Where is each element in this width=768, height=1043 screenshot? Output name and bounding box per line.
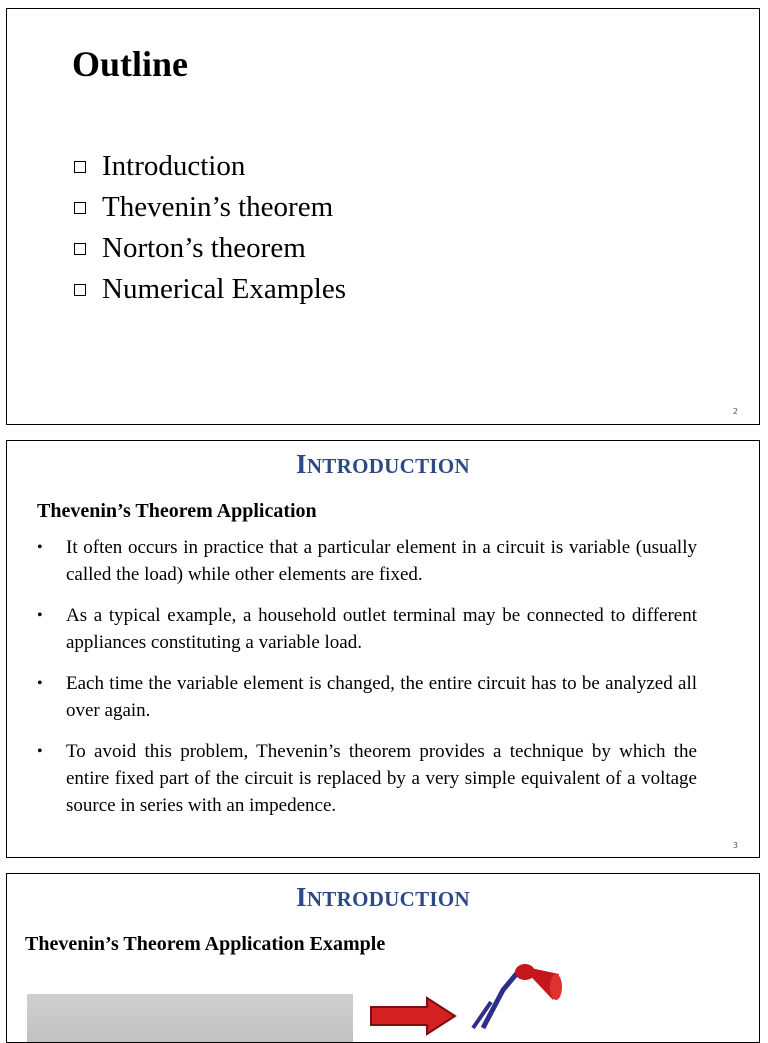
section-title: INTRODUCTION <box>296 449 470 479</box>
checkbox-icon <box>74 202 86 214</box>
right-arrow-icon <box>369 996 459 1036</box>
outline-item: Thevenin’s theorem <box>74 187 346 228</box>
bullet-list <box>37 534 697 833</box>
bullet-icon: • <box>37 743 43 760</box>
desk-lamp-icon <box>463 960 573 1030</box>
slide-subtitle: Thevenin’s Theorem Application <box>37 500 317 522</box>
page-number: 3 <box>732 841 738 850</box>
checkbox-icon <box>74 284 86 296</box>
outline-item: Numerical Examples <box>74 269 346 310</box>
household-photo <box>27 994 353 1043</box>
bullet-item: • Each time the variable element is changed, the entire circuit has to be analyzed all over again. <box>37 670 697 724</box>
slide-title: Outline <box>72 44 189 84</box>
bullet-item: • It often occurs in practice that a particular element in a circuit is variable (usually called the load) while other elements are fixed. <box>37 534 697 588</box>
bullet-icon: • <box>37 607 43 624</box>
checkbox-icon <box>74 243 86 255</box>
slide-introduction-example <box>6 873 760 1043</box>
bullet-item: • As a typical example, a household outlet terminal may be connected to different appliances constituting a variable load. <box>37 602 697 656</box>
slide-subtitle: Thevenin’s Theorem Application Example <box>25 933 386 955</box>
outline-item: Introduction <box>74 146 346 187</box>
slide-outline <box>6 8 760 425</box>
outline-item: Norton’s theorem <box>74 228 346 269</box>
bullet-icon: • <box>37 675 43 692</box>
outline-list <box>74 146 346 310</box>
checkbox-icon <box>74 161 86 173</box>
bullet-icon: • <box>37 539 43 556</box>
bullet-item: • To avoid this problem, Thevenin’s theorem provides a technique by which the entire fixed part of the circuit is replaced by a very simple equivalent of a voltage source in series with an impedence. <box>37 738 697 819</box>
section-title: INTRODUCTION <box>296 882 470 912</box>
page-number: 2 <box>732 407 738 416</box>
slide-introduction <box>6 440 760 858</box>
